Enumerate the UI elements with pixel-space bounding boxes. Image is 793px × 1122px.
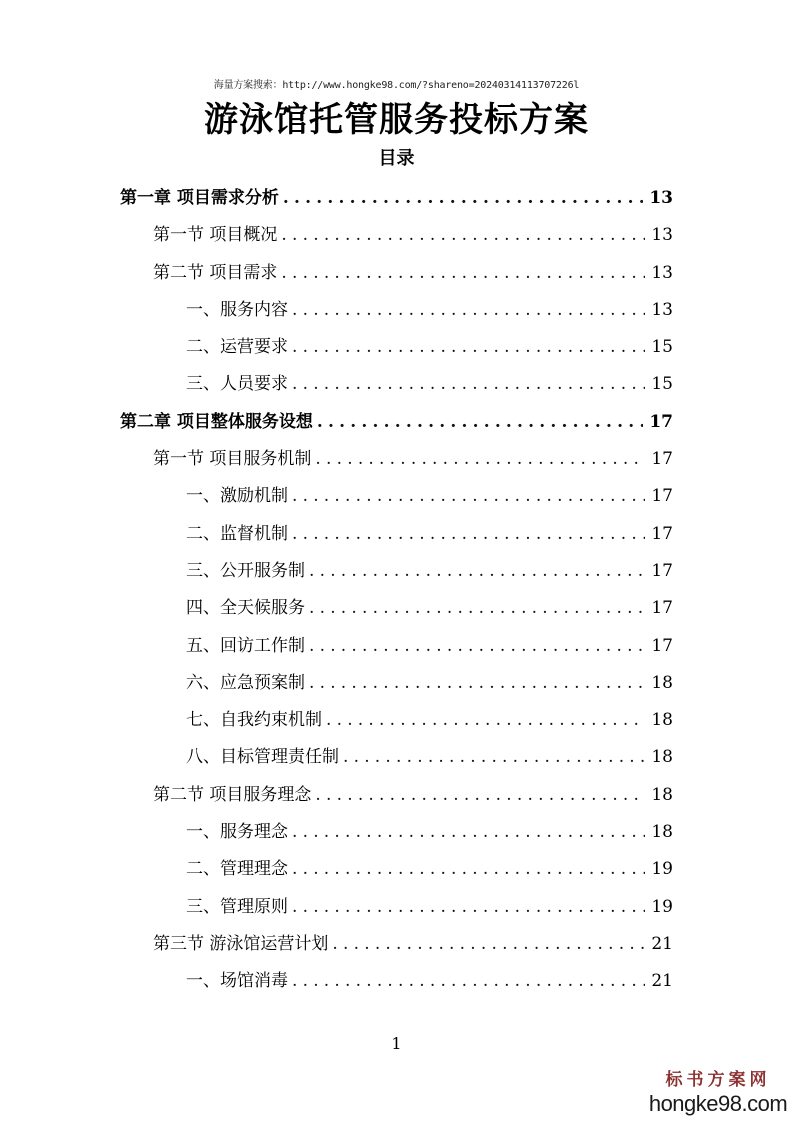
toc-entry-text: 第二节 项目服务理念 <box>153 784 312 805</box>
dot-leader <box>332 926 645 963</box>
toc-entry-text: 第二节 项目需求 <box>153 262 278 283</box>
toc-entry-page: 17 <box>651 635 673 656</box>
toc-entry-page: 13 <box>651 299 673 320</box>
dot-leader <box>292 478 645 515</box>
toc-entry-page: 18 <box>651 822 673 843</box>
toc-entry[interactable] <box>120 739 673 776</box>
toc-entry-page: 13 <box>649 188 673 208</box>
toc-entry-text: 一、激励机制 <box>186 486 288 507</box>
toc-entry-page: 17 <box>651 449 673 470</box>
toc-entry-text: 第一节 项目服务机制 <box>153 449 312 470</box>
toc-entry[interactable] <box>120 665 673 702</box>
dot-leader <box>292 516 645 553</box>
dot-leader <box>343 739 645 776</box>
toc-entry[interactable] <box>120 404 673 441</box>
toc-entry-text: 二、监督机制 <box>186 523 288 544</box>
toc-entry-page: 18 <box>651 784 673 805</box>
dot-leader <box>292 851 645 888</box>
toc-entry-page: 19 <box>651 896 673 917</box>
toc-entry-text: 八、目标管理责任制 <box>186 747 339 768</box>
toc-entry-text: 三、人员要求 <box>186 374 288 395</box>
toc-entry-page: 13 <box>651 225 673 246</box>
toc-entry[interactable] <box>120 553 673 590</box>
toc-entry-page: 18 <box>651 710 673 731</box>
toc-heading: 目录 <box>378 148 415 169</box>
toc-entry-text: 三、公开服务制 <box>186 560 305 581</box>
toc-entry[interactable] <box>120 702 673 739</box>
toc-entry-text: 六、应急预案制 <box>186 672 305 693</box>
dot-leader <box>292 329 645 366</box>
toc-entry-text: 第三节 游泳馆运营计划 <box>153 933 329 954</box>
toc-entry-text: 一、服务理念 <box>186 822 288 843</box>
toc-entry[interactable] <box>120 217 673 254</box>
dot-leader <box>292 963 645 1000</box>
watermark-brand-text: 标书方案网 <box>665 1070 771 1090</box>
toc-entry-page: 17 <box>651 486 673 507</box>
toc-entry-text: 七、自我约束机制 <box>186 710 322 731</box>
source-line: 海量方案搜索：http://www.hongke98.com/?shareno=20240314113707226l <box>213 80 580 91</box>
dot-leader <box>309 553 645 590</box>
toc-entry[interactable] <box>120 478 673 515</box>
toc-entry-page: 17 <box>649 411 673 432</box>
toc-entry-text: 四、全天候服务 <box>186 598 305 619</box>
table-of-contents <box>120 180 673 1001</box>
toc-entry[interactable] <box>120 255 673 292</box>
watermark-domain-text: hongke98.com <box>648 1091 788 1116</box>
toc-entry-page: 17 <box>651 598 673 619</box>
dot-leader <box>292 366 645 403</box>
toc-entry-page: 21 <box>651 933 673 954</box>
toc-entry-page: 13 <box>651 262 673 283</box>
site-watermark <box>648 1068 788 1116</box>
dot-leader <box>309 628 645 665</box>
dot-leader <box>315 777 645 814</box>
toc-entry[interactable] <box>120 628 673 665</box>
dot-leader <box>283 180 643 217</box>
toc-entry[interactable] <box>120 590 673 627</box>
dot-leader <box>309 590 645 627</box>
toc-entry-page: 18 <box>651 747 673 768</box>
dot-leader <box>292 292 645 329</box>
toc-entry-text: 一、服务内容 <box>186 299 288 320</box>
toc-entry-page: 19 <box>651 859 673 880</box>
page-number: 1 <box>391 1034 402 1053</box>
toc-entry[interactable] <box>120 292 673 329</box>
toc-entry[interactable] <box>120 516 673 553</box>
dot-leader <box>326 702 645 739</box>
toc-entry-text: 五、回访工作制 <box>186 635 305 656</box>
toc-entry[interactable] <box>120 963 673 1000</box>
toc-entry-text: 第一章 项目需求分析 <box>120 188 279 208</box>
toc-entry[interactable] <box>120 180 673 217</box>
toc-entry-page: 18 <box>651 672 673 693</box>
toc-entry[interactable] <box>120 777 673 814</box>
toc-entry-text: 二、管理理念 <box>186 859 288 880</box>
dot-leader <box>315 441 645 478</box>
toc-entry[interactable] <box>120 851 673 888</box>
toc-entry-text: 第二章 项目整体服务设想 <box>120 411 313 432</box>
dot-leader <box>292 814 645 851</box>
toc-entry[interactable] <box>120 814 673 851</box>
toc-entry-text: 第一节 项目概况 <box>153 225 278 246</box>
toc-entry-text: 三、管理原则 <box>186 896 288 917</box>
toc-entry[interactable] <box>120 441 673 478</box>
toc-entry-text: 二、运营要求 <box>186 337 288 358</box>
document-title: 游泳馆托管服务投标方案 <box>204 100 589 140</box>
toc-entry-page: 17 <box>651 523 673 544</box>
toc-entry[interactable] <box>120 329 673 366</box>
toc-entry[interactable] <box>120 926 673 963</box>
toc-entry[interactable] <box>120 366 673 403</box>
dot-leader <box>281 217 645 254</box>
toc-entry-text: 一、场馆消毒 <box>186 971 288 992</box>
dot-leader <box>281 255 645 292</box>
toc-entry-page: 21 <box>651 971 673 992</box>
toc-entry-page: 15 <box>651 337 673 358</box>
toc-entry-page: 15 <box>651 374 673 395</box>
toc-entry[interactable] <box>120 889 673 926</box>
dot-leader <box>309 665 645 702</box>
toc-entry-page: 17 <box>651 560 673 581</box>
dot-leader <box>292 889 645 926</box>
dot-leader <box>317 404 643 441</box>
